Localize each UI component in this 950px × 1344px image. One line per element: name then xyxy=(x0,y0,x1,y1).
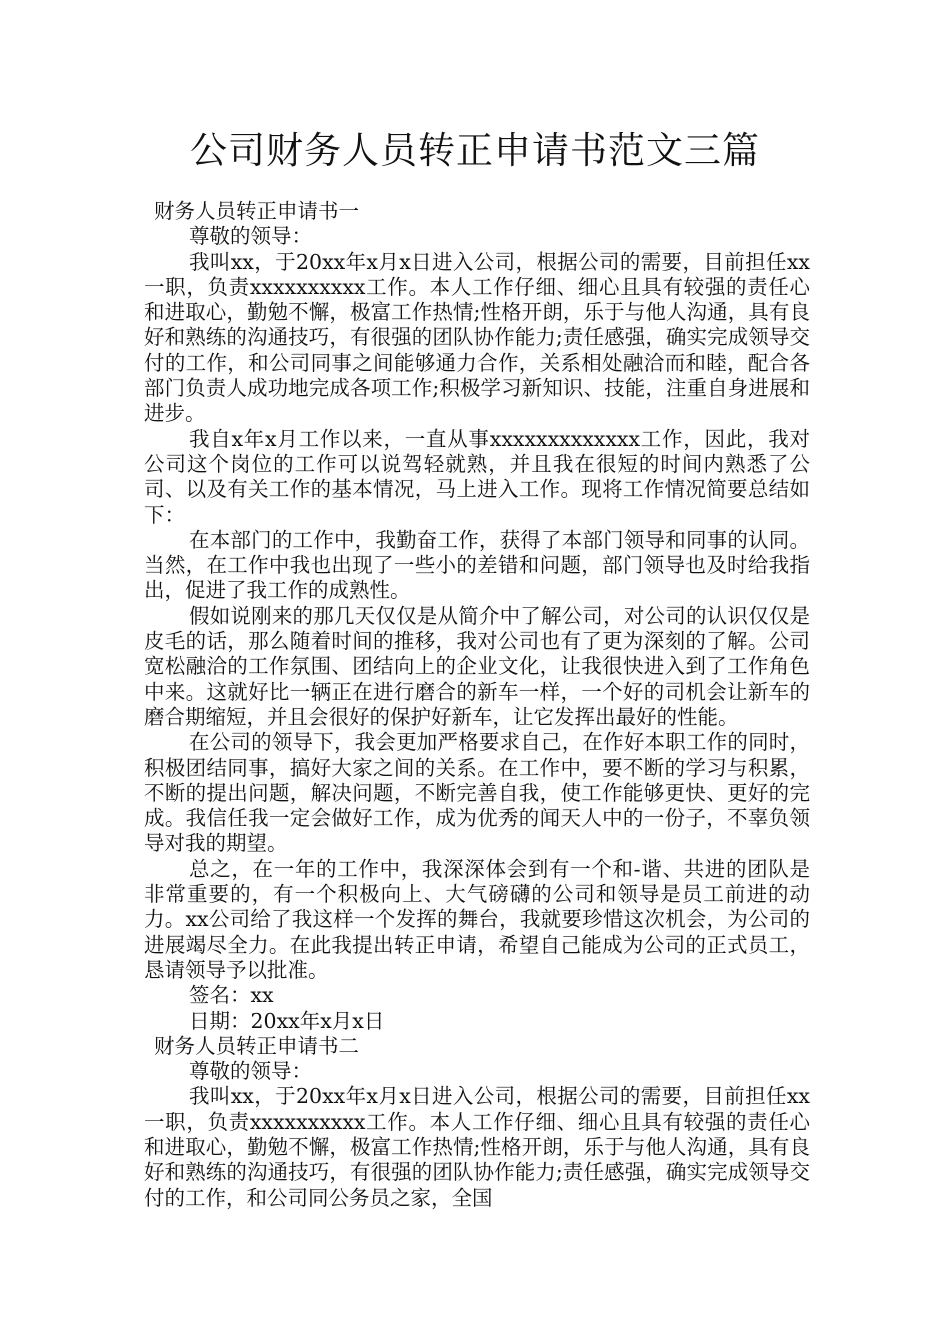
body-paragraph: 总之，在一年的工作中，我深深体会到有一个和-谐、共进的团队是非常重要的，有一个积极向上、大气磅礴的公司和领导是员工前进的动力。xx公司给了我这样一个发挥的舞台，我就要珍惜这次机会，为公司的进展竭尽全力。在此我提出转正申请，希望自己能成为公司的正式员工，恳请领导予以批准。 xyxy=(144,856,810,982)
body-paragraph: 在本部门的工作中，我勤奋工作，获得了本部门领导和同事的认同。当然，在工作中我也出现了一些小的差错和问题，部门领导也及时给我指出，促进了我工作的成熟性。 xyxy=(144,527,810,603)
greeting: 尊敬的领导： xyxy=(189,1059,312,1084)
signature: 签名：xx xyxy=(189,983,274,1008)
section-heading: 财务人员转正申请书一 xyxy=(154,199,359,223)
body-paragraph: 假如说刚来的那几天仅仅是从简介中了解公司，对公司的认识仅仅是皮毛的话，那么随着时间的推移，我对公司也有了更为深刻的了解。公司宽松融洽的工作氛围、团结向上的企业文化，让我很快进入到了工作角色中来。这就好比一辆正在进行磨合的新车一样，一个好的司机会让新车的磨合期缩短，并且会很好的保护好新车，让它发挥出最好的性能。 xyxy=(144,603,810,729)
document-title: 公司财务人员转正申请书范文三篇 xyxy=(190,129,760,172)
section-heading: 财务人员转正申请书二 xyxy=(154,1033,359,1058)
body-paragraph: 我叫xx，于20xx年x月x日进入公司，根据公司的需要，目前担任xx一职，负责xxxxxxxxxx工作。本人工作仔细、细心且具有较强的责任心和进取心，勤勉不懈，极富工作热情;性格开朗，乐于与他人沟通，具有良好和熟练的沟通技巧，有很强的团队协作能力;责任感强，确实完成领导交付的工作，和公司同事之间能够通力合作，关系相处融洽而和睦，配合各部门负责人成功地完成各项工作;积极学习新知识、技能，注重自身进展和进步。 xyxy=(144,249,810,426)
document-body xyxy=(144,199,810,1211)
body-paragraph: 在公司的领导下，我会更加严格要求自己，在作好本职工作的同时，积极团结同事，搞好大家之间的关系。在工作中，要不断的学习与积累，不断的提出问题，解决问题，不断完善自我，使工作能够更快、更好的完成。我信任我一定会做好工作，成为优秀的闻天人中的一份子，不辜负领导对我的期望。 xyxy=(144,730,810,856)
body-paragraph: 我叫xx，于20xx年x月x日进入公司，根据公司的需要，目前担任xx一职，负责xxxxxxxxxx工作。本人工作仔细、细心且具有较强的责任心和进取心，勤勉不懈，极富工作热情;性格开朗，乐于与他人沟通，具有良好和熟练的沟通技巧，有很强的团队协作能力;责任感强，确实完成领导交付的工作，和公司同公务员之家，全国 xyxy=(144,1084,810,1210)
body-paragraph: 我自x年x月工作以来，一直从事xxxxxxxxxxxxx工作，因此，我对公司这个岗位的工作可以说驾轻就熟，并且我在很短的时间内熟悉了公司、以及有关工作的基本情况，马上进入工作。现将工作情况简要总结如下： xyxy=(144,426,810,527)
date: 日期：20xx年x月x日 xyxy=(189,1008,385,1033)
greeting: 尊敬的领导： xyxy=(189,224,312,249)
